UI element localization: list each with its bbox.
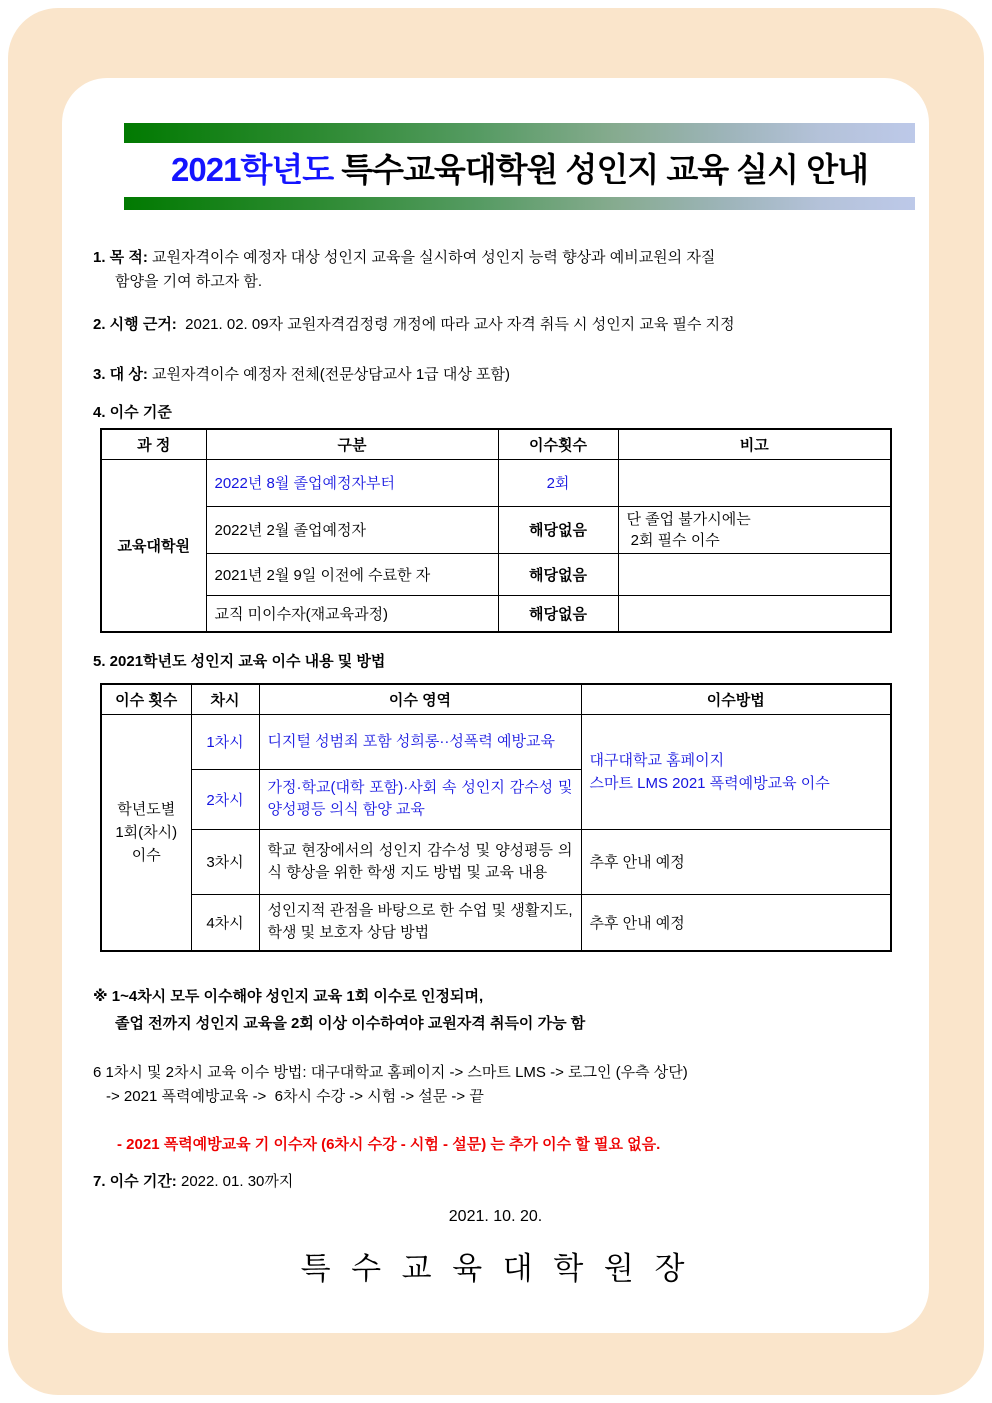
table2-group-line3: 이수 [131, 846, 161, 864]
table-row [101, 506, 891, 553]
table1-header-count: 이수횟수 [498, 429, 618, 459]
section-target-text: 교원자격이수 예정자 전체(전문상담교사 1급 대상 포함) [147, 366, 510, 383]
warning-text: - 2021 폭력예방교육 기 이수자 (6차시 수강 - 시험 - 설문) 는 추가 이수 할 필요 없음. [117, 1136, 661, 1153]
table2-header-session: 차시 [191, 684, 259, 714]
table1-header-note: 비고 [618, 429, 891, 459]
section-purpose [93, 246, 903, 294]
table2-method-line2: 스마트 LMS 2021 폭력예방교육 이수 [589, 774, 830, 792]
table2-method-cell [581, 714, 891, 829]
table-row [101, 829, 891, 894]
section-method [93, 1061, 903, 1109]
section-purpose-label: 1. 목 적: [93, 249, 148, 266]
footer-date: 2021. 10. 20. [448, 1208, 543, 1225]
section-target-line [93, 363, 903, 387]
section-period-label: 7. 이수 기간: [93, 1173, 177, 1190]
document-card [62, 78, 929, 1333]
asterisk-note-line1: ※ 1~4차시 모두 이수해야 성인지 교육 1회 이수로 인정되며, [93, 988, 484, 1005]
table2-area-cell: 디지털 성범죄 포함 성희롱··성폭력 예방교육 [259, 714, 581, 769]
title-bar-bottom [124, 197, 915, 210]
table2-group-line1: 학년도별 [117, 800, 176, 818]
table2-group-cell [101, 714, 191, 951]
table2-session-cell: 3차시 [191, 829, 259, 894]
table1-note-line1: 단 졸업 불가시에는 [626, 510, 751, 528]
section-criteria-heading [93, 401, 903, 425]
table1-header-category: 구분 [206, 429, 498, 459]
table1-category-cell: 교직 미이수자(재교육과정) [206, 595, 498, 632]
table1-category-cell: 2021년 2월 9일 이전에 수료한 자 [206, 553, 498, 595]
section-content-label: 5. 2021학년도 성인지 교육 이수 내용 및 방법 [93, 653, 386, 670]
table2-method-cell: 추후 안내 예정 [581, 829, 891, 894]
asterisk-note-line2: 졸업 전까지 성인지 교육을 2회 이상 이수하여야 교원자격 취득이 가능 함 [115, 1015, 586, 1032]
page-title-rest: 특수교육대학원 성인지 교육 실시 안내 [333, 151, 868, 188]
table1-header-row [101, 429, 891, 459]
table2-session-cell: 4차시 [191, 894, 259, 951]
table1-note-cell [618, 459, 891, 506]
table1-count-cell: 해당없음 [498, 595, 618, 632]
asterisk-note [93, 983, 903, 1037]
table-completion-criteria [100, 428, 892, 633]
table1-count-cell: 해당없음 [498, 506, 618, 553]
section-method-line2: -> 2021 폭력예방교육 -> 6차시 수강 -> 시험 -> 설문 -> 끝 [106, 1088, 484, 1105]
table-education-content [100, 683, 892, 952]
section-method-line1: 6 1차시 및 2차시 교육 이수 방법: 대구대학교 홈페이지 -> 스마트 LMS -> 로그인 (우측 상단) [93, 1064, 688, 1081]
section-content-heading [93, 650, 903, 674]
table1-note-cell [618, 595, 891, 632]
table2-header-row [101, 684, 891, 714]
table2-session-cell: 2차시 [191, 769, 259, 829]
table-row [101, 553, 891, 595]
table-row [101, 459, 891, 506]
page-title-year: 2021학년도 [171, 151, 334, 188]
table-row [101, 894, 891, 951]
section-purpose-line1 [93, 246, 903, 270]
table1-note-line2: 2회 필수 이수 [626, 531, 720, 549]
table2-method-cell: 추후 안내 예정 [581, 894, 891, 951]
section-period-text: 2022. 01. 30까지 [176, 1173, 294, 1190]
table1-header-course: 과 정 [101, 429, 206, 459]
section-basis-label: 2. 시행 근거: [93, 316, 177, 333]
table1-category-cell: 2022년 8월 졸업예정자부터 [206, 459, 498, 506]
table2-header-count: 이수 횟수 [101, 684, 191, 714]
section-target-label: 3. 대 상: [93, 366, 148, 383]
section-target [93, 363, 903, 387]
section-criteria-label: 4. 이수 기준 [93, 404, 172, 421]
table-row [101, 714, 891, 769]
signature: 특 수 교 육 대 학 원 장 [300, 1251, 691, 1286]
section-basis [93, 313, 903, 337]
table1-group-cell: 교육대학원 [101, 459, 206, 632]
section-period-line [93, 1170, 903, 1194]
table2-session-cell: 1차시 [191, 714, 259, 769]
section-period [93, 1170, 903, 1194]
table2-area-cell: 학교 현장에서의 성인지 감수성 및 양성평등 의식 향상을 위한 학생 지도 방법 및 교육 내용 [259, 829, 581, 894]
section-basis-line [93, 313, 903, 337]
table1-count-cell: 해당없음 [498, 553, 618, 595]
table2-area-cell: 가정·학교(대학 포함)·사회 속 성인지 감수성 및 양성평등 의식 함양 교육 [259, 769, 581, 829]
table2-group-line2: 1회(차시) [115, 823, 178, 841]
table2-area-cell: 성인지적 관점을 바탕으로 한 수업 및 생활지도,학생 및 보호자 상담 방법 [259, 894, 581, 951]
page-title [124, 148, 915, 192]
table-row [101, 595, 891, 632]
section-purpose-text: 교원자격이수 예정자 대상 성인지 교육을 실시하여 성인지 능력 향상과 예비교원의 자질 [147, 249, 716, 266]
table1-note-cell [618, 506, 891, 553]
table1-category-cell: 2022년 2월 졸업예정자 [206, 506, 498, 553]
table2-method-line1: 대구대학교 홈페이지 [589, 751, 725, 769]
table1-note-cell [618, 553, 891, 595]
table2-header-area: 이수 영역 [259, 684, 581, 714]
table2-header-method: 이수방법 [581, 684, 891, 714]
section-purpose-line2: 함양을 기여 하고자 함. [115, 273, 263, 290]
section-method-warning [93, 1133, 903, 1157]
table1-count-cell: 2회 [498, 459, 618, 506]
title-bar-top [124, 123, 915, 143]
section-basis-text: 2021. 02. 09자 교원자격검정령 개정에 따라 교사 자격 취득 시 성인지 교육 필수 지정 [176, 316, 735, 333]
